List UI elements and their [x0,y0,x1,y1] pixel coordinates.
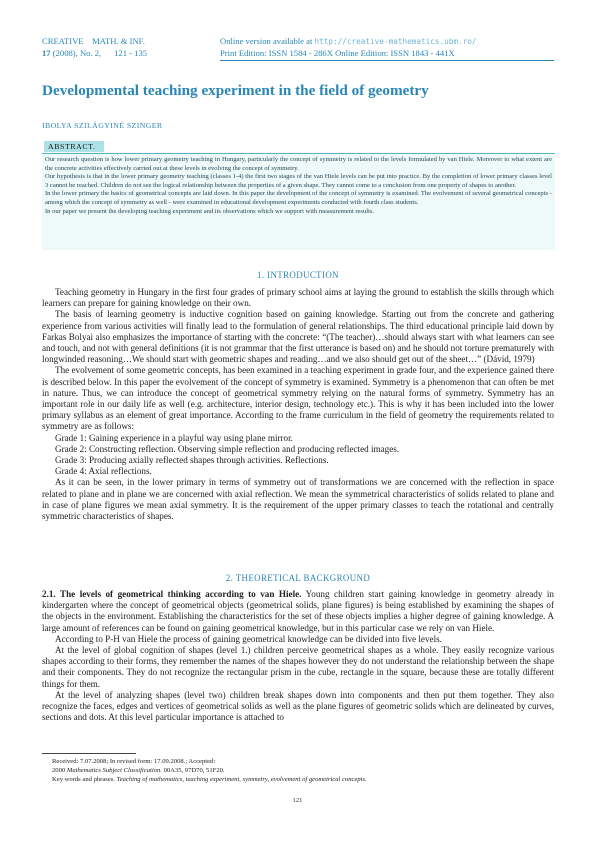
journal-header [42,36,554,62]
grade-requirement: Grade 1: Gaining experience in a playful way using plane mirror. [55,432,293,443]
grade-requirement: Grade 2: Constructing reflection. Observing simple reflection and producing reflected images. [55,443,400,454]
body-paragraph: 2.1. The levels of geometrical thinking according to van Hiele. Young children start gaining knowledge in geometry already in kindergarten where the concept of geometrical objects (geometrical solids, plane figures) is being established by examining the shapes of the objects in the environment. Establishing the characteristics for the set of these objects implies a higher degree of gaining knowledge. A large amount of references can be found on gaining geometrical knowledge, but in this particular case we rely on van Hiele. [42,589,554,633]
body-paragraph: At the level of global cognition of shapes (level 1.) children perceive geometrical shapes as a whole. They easily recognize various shapes according to their forms, they remember the names of the shapes however they do not understand the relationship between the shape and their components. They do not recognize the rectangular prism in the cube, rectangle in the square, because these are totally different things for them. [42,645,554,689]
header-rule [220,60,554,61]
received-dates: Received: 7.07.2008; In revised form: 17.09.2008.; Accepted: [52,758,216,765]
journal-volume: 17 [42,47,51,58]
journal-name: CREATIVE MATH. & INF. [42,36,145,46]
abstract-paragraph: In the lower primary the basics of geometrical concepts are laid down. In this paper the development of the concept of symmetry is examined. The evolvement of several geometrical concepts - among which the concept of symmetry as well - were examined in educational development experiments conducted with fourth class students. [45,190,552,206]
body-paragraph: Teaching geometry in Hungary in the first four grades of primary school aims at laying the ground to establish the skills through which learners can prepare for gaining knowledge on their own. [42,287,554,309]
body-paragraph: As it can be seen, in the lower primary in terms of symmetry out of transformations we are concerned with the reflection in space related to plane and in plane we are concerned with axial reflection. We mean the symmetrical characteristics of solids related to plane and in case of plane figures we mean axial symmetry. It is the requirement of the upper primary classes to teach the rotational and centrally symmetric characteristics of shapes. [42,477,554,522]
abstract-paragraph: Our research question is how lower primary geometry teaching in Hungary, particularly the concept of symmetry is related to the levels formulated by van Hiele. Moreover to what extent are the concrete activities effectively carried out at these levels in evolving the concept of symmetry. [45,156,552,172]
abstract-label: ABSTRACT. [44,141,104,152]
paper-title: Developmental teaching experiment in the field of geometry [42,82,429,99]
keywords: Key words and phrases. Teaching of mathematics, teaching experiment, symmetry, evolvement of geometrical concepts. [52,776,367,783]
abstract-paragraph: In our paper we present the developing teaching experiment and its observations which we support with measurement results. [45,207,375,215]
online-line [220,36,554,48]
online-url-link[interactable]: http://creative-mathematics.ubm.ro/ [314,37,477,46]
body-paragraph: According to P-H van Hiele the process of gaining geometrical knowledge can be divided into five levels. [55,633,442,644]
journal-issue-info: (2008), No. 2, [52,47,102,58]
paper-author: IBOLYA SZILÁGYINÉ SZINGER [42,121,163,130]
msc-classification: 2000 Mathematics Subject Classification. 00A35, 97D70, 51F20. [52,767,225,774]
journal-issue [42,48,202,60]
footnotes [52,757,554,784]
footnote-rule [42,753,136,754]
online-prefix: Online version available at [220,36,313,46]
journal-pages: 121 - 135 [114,47,148,58]
body-paragraph: The basis of learning geometry is inductive cognition based on gaining knowledge. Starting out from the concrete and gathering experience from various activities will finally lead to the formulation of general relationships. The third educational principle laid down by Farkas Bolyai also emphasizes the importance of starting with the concrete: “(The teacher)…should always start with what learners can see and touch, and not with general definitions (it is not grammar that the first utterance is based on) and he should not torture prematurely with longwinded reasoning…We should start with geometric shapes and reading…and we also should get out of the sheet…” (Dávid, 1979) [42,309,554,365]
body-paragraph: The evolvement of some geometric concepts, has been examined in a teaching experiment in grade four, and the experience gained there is described below. In this paper the evolvement of the concept of symmetry is examined. Symmetry is a phenomenon that can often be met in nature. Thus, we can introduce the concept of geometrical symmetry relying on the natural forms of symmetry. Symmetry has an important role in our daily life as well (e.g. architecture, interior design, technology etc.). This is why it has been included into the lower primary syllabus as an element of great importance. According to the frame curriculum in the field of geometry the requirements related to symmetry are as follows: [42,365,554,432]
journal-info [42,36,202,59]
online-info [220,36,554,59]
section-heading-theoretical-background: 2. THEORETICAL BACKGROUND [225,573,371,583]
abstract-box [42,153,555,250]
grade-requirement: Grade 3: Producing axially reflected shapes through activities. Reflections. [55,455,329,466]
section-heading-introduction: 1. INTRODUCTION [257,270,339,280]
page-number: 121 [292,797,303,804]
theoretical-background-body [42,589,554,753]
introduction-body [42,287,554,567]
print-edition-line: Print Edition: ISSN 1584 - 286X Online Edition: ISSN 1843 - 441X [220,47,455,58]
abstract-paragraph: Our hypothesis is that in the lower primary geometry teaching (classes 1-4) the first two stages of the van Hiele levels can be put into practice. By the completion of lower primary classes level 3 cannot be reached. Children do not see the logical relationship between the properties of a given shape. They cannot come to a conclusion from one property of shapes to another. [45,173,552,189]
subsection-heading: 2.1. The levels of geometrical thinking according to van Hiele. [42,589,302,599]
body-paragraph: At the level of analyzing shapes (level two) children break shapes down into components and then put them together. They also recognize the faces, edges and vertices of geometrical solids as well as the plane figures of geometric solids which are delineated by curves, sections and dots. At this level particular importance is attached to [42,689,554,723]
grade-requirement: Grade 4: Axial reflections. [55,466,152,477]
